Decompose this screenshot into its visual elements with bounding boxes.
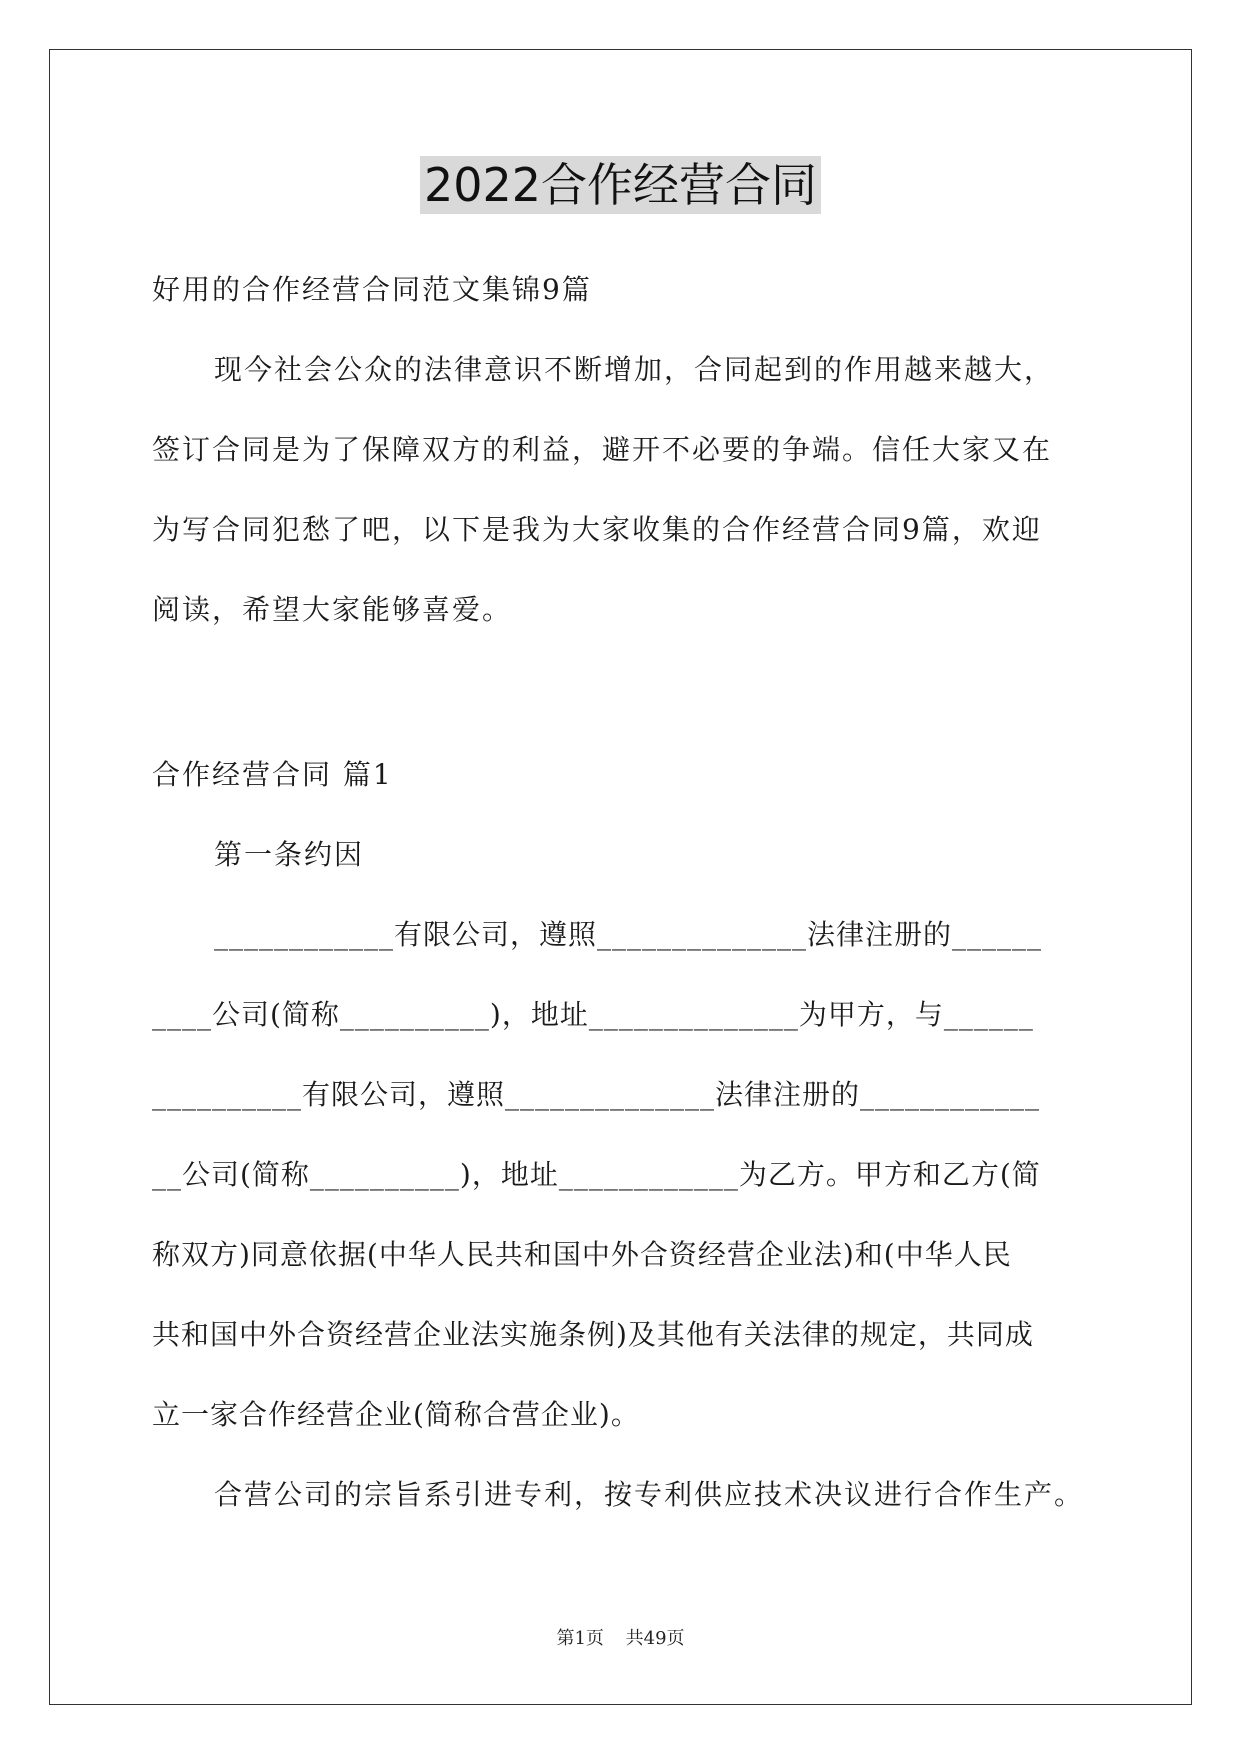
page-number: 第1页 <box>556 1628 604 1649</box>
body-line-6: 共和国中外合资经营企业法实施条例)及其他有关法律的规定，共同成 <box>152 1318 1034 1351</box>
body-line-1: ____________有限公司，遵照______________法律注册的______ <box>214 918 1043 951</box>
section-heading: 合作经营合同 篇1 <box>152 758 393 791</box>
page-footer <box>0 1628 1241 1650</box>
page-total: 共49页 <box>625 1628 685 1649</box>
article-heading: 第一条约因 <box>214 838 365 871</box>
body-line-7: 立一家合作经营企业(简称合营企业)。 <box>152 1398 640 1431</box>
title-container <box>0 156 1241 214</box>
intro-line-4: 阅读，希望大家能够喜爱。 <box>152 593 513 626</box>
intro-line-2: 签订合同是为了保障双方的利益，避开不必要的争端。信任大家又在 <box>152 433 1053 466</box>
purpose-line: 合营公司的宗旨系引进专利，按专利供应技术决议进行合作生产。 <box>214 1478 1085 1511</box>
body-line-3: __________有限公司，遵照______________法律注册的____________ <box>152 1078 1041 1111</box>
intro-line-3: 为写合同犯愁了吧，以下是我为大家收集的合作经营合同9篇，欢迎 <box>152 513 1042 546</box>
document-subtitle: 好用的合作经营合同范文集锦9篇 <box>152 273 592 306</box>
body-line-4: __公司(简称__________)，地址____________为乙方。甲方和乙方(简 <box>152 1158 1041 1191</box>
intro-line-1: 现今社会公众的法律意识不断增加，合同起到的作用越来越大， <box>214 353 1055 386</box>
body-line-5: 称双方)同意依据(中华人民共和国中外合资经营企业法)和(中华人民 <box>152 1238 1012 1271</box>
body-line-2: ____公司(简称__________)，地址______________为甲方，与______ <box>152 998 1034 1031</box>
document-title: 2022合作经营合同 <box>420 156 821 214</box>
